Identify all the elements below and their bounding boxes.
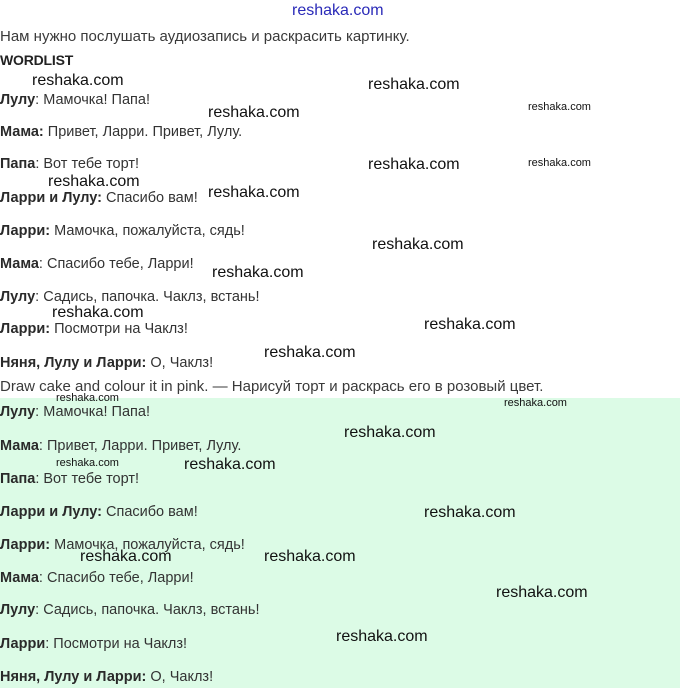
- line-text: : Мамочка! Папа!: [35, 92, 150, 108]
- dialogue-line: [0, 289, 260, 305]
- dialogue-line: [0, 504, 198, 520]
- speaker: Лулу: [0, 92, 36, 108]
- watermark: reshaka.com: [56, 392, 119, 404]
- dialogue-line: [0, 321, 188, 337]
- watermark: reshaka.com: [424, 316, 516, 333]
- watermark: reshaka.com: [344, 424, 436, 441]
- dialogue-line: [0, 602, 260, 618]
- watermark: reshaka.com: [48, 173, 140, 190]
- dialogue-line: [0, 570, 194, 586]
- line-text: : Вот тебе торт!: [35, 471, 140, 487]
- speaker: Папа: [0, 471, 36, 487]
- speaker: Мама: [0, 256, 39, 272]
- speaker: Няня, Лулу и Ларри:: [0, 669, 147, 685]
- watermark: reshaka.com: [372, 236, 464, 253]
- line-text: Спасибо вам!: [101, 504, 198, 520]
- watermark: reshaka.com: [208, 184, 300, 201]
- watermark: reshaka.com: [32, 72, 124, 89]
- line-text: : Садись, папочка. Чаклз, встань!: [35, 602, 260, 618]
- line-text: : Садись, папочка. Чаклз, встань!: [35, 289, 260, 305]
- watermark: reshaka.com: [424, 504, 516, 521]
- dialogue-line: [0, 124, 242, 140]
- speaker: Лулу: [0, 404, 36, 420]
- speaker: Ларри и Лулу:: [0, 504, 102, 520]
- speaker: Ларри и Лулу:: [0, 190, 102, 206]
- watermark: reshaka.com: [212, 264, 304, 281]
- speaker: Мама: [0, 438, 39, 454]
- speaker: Папа: [0, 156, 36, 172]
- dialogue-line: [0, 404, 150, 420]
- dialogue-line: [0, 438, 241, 454]
- line-text: : Вот тебе торт!: [35, 156, 140, 172]
- speaker: Ларри: [0, 636, 46, 652]
- line-text: Мамочка, пожалуйста, сядь!: [50, 223, 245, 239]
- dialogue-line: [0, 190, 198, 206]
- dialogue-line: [0, 669, 213, 685]
- task-text: Draw cake and colour it in pink. — Нарисуй торт и раскрась его в розовый цвет.: [0, 378, 544, 395]
- speaker: Ларри:: [0, 223, 51, 239]
- watermark: reshaka.com: [336, 628, 428, 645]
- line-text: Привет, Ларри. Привет, Лулу.: [43, 124, 243, 140]
- watermark: reshaka.com: [208, 104, 300, 121]
- dialogue-line: [0, 256, 194, 272]
- line-text: Посмотри на Чаклз!: [50, 321, 188, 337]
- dialogue-line: [0, 636, 187, 652]
- watermark: reshaka.com: [496, 584, 588, 601]
- watermark: reshaka.com: [56, 457, 119, 469]
- wordlist-heading: WORDLIST: [0, 52, 74, 68]
- dialogue-line: [0, 92, 150, 108]
- speaker: Ларри:: [0, 321, 51, 337]
- line-text: : Привет, Ларри. Привет, Лулу.: [38, 438, 242, 454]
- line-text: О, Чаклз!: [146, 669, 214, 685]
- dialogue-line: [0, 355, 213, 371]
- site-link[interactable]: reshaka.com: [292, 2, 384, 19]
- speaker: Лулу: [0, 289, 36, 305]
- watermark: reshaka.com: [504, 397, 567, 409]
- dialogue-line: [0, 471, 139, 487]
- speaker: Мама: [0, 570, 39, 586]
- dialogue-line: [0, 223, 245, 239]
- watermark: reshaka.com: [264, 344, 356, 361]
- speaker: Мама:: [0, 124, 44, 140]
- line-text: О, Чаклз!: [146, 355, 214, 371]
- line-text: Спасибо вам!: [101, 190, 198, 206]
- line-text: : Посмотри на Чаклз!: [45, 636, 188, 652]
- line-text: : Мамочка! Папа!: [35, 404, 150, 420]
- watermark: reshaka.com: [52, 304, 144, 321]
- line-text: Мамочка, пожалуйста, сядь!: [50, 537, 245, 553]
- intro-text: Нам нужно послушать аудиозапись и раскрасить картинку.: [0, 28, 410, 45]
- line-text: : Спасибо тебе, Ларри!: [38, 256, 194, 272]
- line-text: : Спасибо тебе, Ларри!: [38, 570, 194, 586]
- watermark: reshaka.com: [368, 156, 460, 173]
- speaker: Лулу: [0, 602, 36, 618]
- watermark: reshaka.com: [368, 76, 460, 93]
- speaker: Няня, Лулу и Ларри:: [0, 355, 147, 371]
- watermark: reshaka.com: [528, 101, 591, 113]
- dialogue-line: [0, 156, 139, 172]
- watermark: reshaka.com: [264, 548, 356, 565]
- speaker: Ларри:: [0, 537, 51, 553]
- watermark: reshaka.com: [184, 456, 276, 473]
- watermark: reshaka.com: [80, 548, 172, 565]
- watermark: reshaka.com: [528, 157, 591, 169]
